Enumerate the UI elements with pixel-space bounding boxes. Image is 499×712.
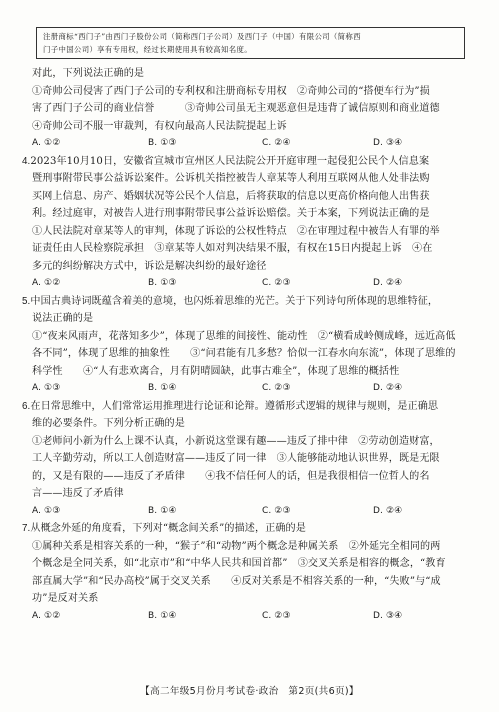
- option-a[interactable]: A. ①②: [32, 278, 61, 288]
- question-number: 6.: [22, 400, 31, 412]
- question-content: [22, 65, 482, 625]
- option-c[interactable]: C. ②③: [262, 383, 291, 393]
- q3-statement-line: ①奇帅公司侵害了西门子公司的专利权和注册商标专用权 ②奇帅公司的“搭便车行为”损: [32, 85, 430, 97]
- q5-text: 中国古典诗词既蕴含着美的意境，也闪烁着思维的光芒。关于下列诗句所体现的思维特征，: [30, 295, 439, 307]
- q6-line: 言——违反了矛盾律: [32, 488, 124, 499]
- question-number: 5.: [22, 295, 31, 307]
- page-footer: 【高二年级5月份月考试卷·政治 第2页(共6页)】: [140, 686, 359, 697]
- option-d[interactable]: D. ②④: [373, 505, 403, 516]
- q3-stem: 对此，下列说法正确的是: [32, 68, 145, 79]
- q7-line: [22, 520, 482, 538]
- option-b[interactable]: B. ①③: [148, 278, 177, 288]
- option-a[interactable]: A. ①③: [32, 505, 61, 516]
- option-a[interactable]: A. ①②: [32, 610, 61, 621]
- q6-line: ①老师问小新为什么上课不认真，小新说这堂课有趣——违反了排中律 ②劳动创造财富，: [32, 435, 440, 447]
- q4-line: [22, 153, 482, 171]
- option-c[interactable]: C. ②③: [262, 505, 291, 516]
- q4-text: 2023年10月10日，安徽省宣城市宣州区人民法院公开开庭审理一起侵犯公民个人信息案: [30, 155, 430, 167]
- q5-line: [22, 293, 482, 311]
- q7-options: [22, 608, 482, 626]
- q7-line: 个概念是全同关系，如“北京市”和“中华人民共和国首都” ③交叉关系是相容的概念，“教育: [32, 558, 446, 569]
- q3-statement-line: ④奇帅公司不服一审裁判，有权向最高人民法院提起上诉: [32, 120, 287, 132]
- option-c[interactable]: C. ②④: [262, 138, 291, 148]
- q5-line: 各不同”，体现了思维的抽象性 ③“问君能有几多愁？恰似一江春水向东流”，体现了思维的: [32, 348, 456, 359]
- question-number: 7.: [22, 523, 31, 534]
- option-d[interactable]: D. ③④: [373, 610, 403, 621]
- q6-line: 的，又是有限的——违反了矛盾律 ④我不信任何人的话，但是我很相信一位哲人的名: [32, 470, 430, 482]
- option-a[interactable]: A. ①②: [32, 138, 61, 148]
- q4-options: [22, 275, 482, 293]
- q6-line: 维的必要条件。下列分析正确的是: [32, 418, 185, 429]
- q5-options: [22, 380, 482, 398]
- option-b[interactable]: B. ①④: [148, 383, 177, 393]
- notice-line-1: 注册商标“西门子”由西门子股份公司（简称西门子公司）及西门子（中国）有限公司（简称西: [43, 32, 361, 41]
- q4-line: 多元的纠纷解决方式中，诉讼是解决纠纷的最好途径: [32, 260, 267, 272]
- option-d[interactable]: D. ③④: [373, 138, 403, 148]
- q7-text: 从概念外延的角度看，下列对“概念间关系”的描述，正确的是: [30, 523, 306, 534]
- q7-line: 部直属大学”和“民办高校”属于交叉关系 ④反对关系是不相容关系的一种，“失败”与“成: [32, 575, 441, 587]
- q7-line: 功”是反对关系: [32, 593, 99, 604]
- option-a[interactable]: A. ①③: [32, 383, 61, 393]
- q5-line: ①“夜来风雨声，花落知多少”，体现了思维的间接性、能动性 ②“横看成岭侧成峰，远近高低: [32, 330, 456, 342]
- q4-line: 利。经过庭审，对被告人进行刑事附带民事公益诉讼赔偿。关于本案，下列说法正确的是: [32, 208, 430, 219]
- q6-line: [22, 398, 482, 416]
- q4-line: 暨刑事附带民事公益诉讼案件。公诉机关指控被告人章某等人利用互联网从他人处非法购: [32, 173, 430, 184]
- option-b[interactable]: B. ①③: [148, 138, 177, 148]
- q6-line: 工人辛勤劳动，所以工人创造财富——违反了同一律 ③人能够能动地认识世界，既是无限: [32, 453, 440, 464]
- notice-line-2: 门子中国公司）享有专用权，经过长期使用具有较高知名度。: [43, 45, 252, 54]
- q6-options: [22, 503, 482, 521]
- option-c[interactable]: C. ②③: [262, 278, 291, 288]
- option-c[interactable]: C. ②③: [262, 610, 291, 621]
- option-d[interactable]: D. ②④: [373, 383, 403, 393]
- q7-line: ①属种关系是相容关系的一种，“猴子”和“动物”两个概念是种属关系 ②外延完全相同的两: [32, 540, 441, 552]
- q4-line: 证责任由人民检察院承担 ③章某等人如对判决结果不服，有权在15日内提起上诉 ④在: [32, 243, 433, 254]
- q3-options: [22, 135, 482, 153]
- q4-line: ①人民法院对章某等人的审判，体现了诉讼的公权性特点 ②在审理过程中被告人有罪的举: [32, 225, 440, 237]
- q5-line: 说法正确的是: [32, 313, 94, 324]
- option-b[interactable]: B. ①④: [148, 610, 177, 621]
- q6-text: 在日常思维中，人们常常运用推理进行论证和论辩。遵循形式逻辑的规律与规则，是正确思: [30, 400, 439, 412]
- q5-line: 科学性 ④“人有悲欢离合，月有阴晴圆缺，此事古难全”，体现了思维的概括性: [32, 365, 400, 377]
- option-b[interactable]: B. ①④: [148, 505, 177, 516]
- q3-statement-line: 害了西门子公司的商业信誉 ③奇帅公司虽无主观恶意但是违背了诚信原则和商业道德: [32, 103, 440, 114]
- trademark-notice-box: [36, 27, 465, 59]
- option-d[interactable]: D. ②④: [373, 278, 403, 288]
- q4-line: 买网上信息、房产、婚姻状况等公民个人信息，后将获取的信息以更高价格向他人出售获: [32, 190, 430, 202]
- question-number: 4.: [22, 155, 31, 167]
